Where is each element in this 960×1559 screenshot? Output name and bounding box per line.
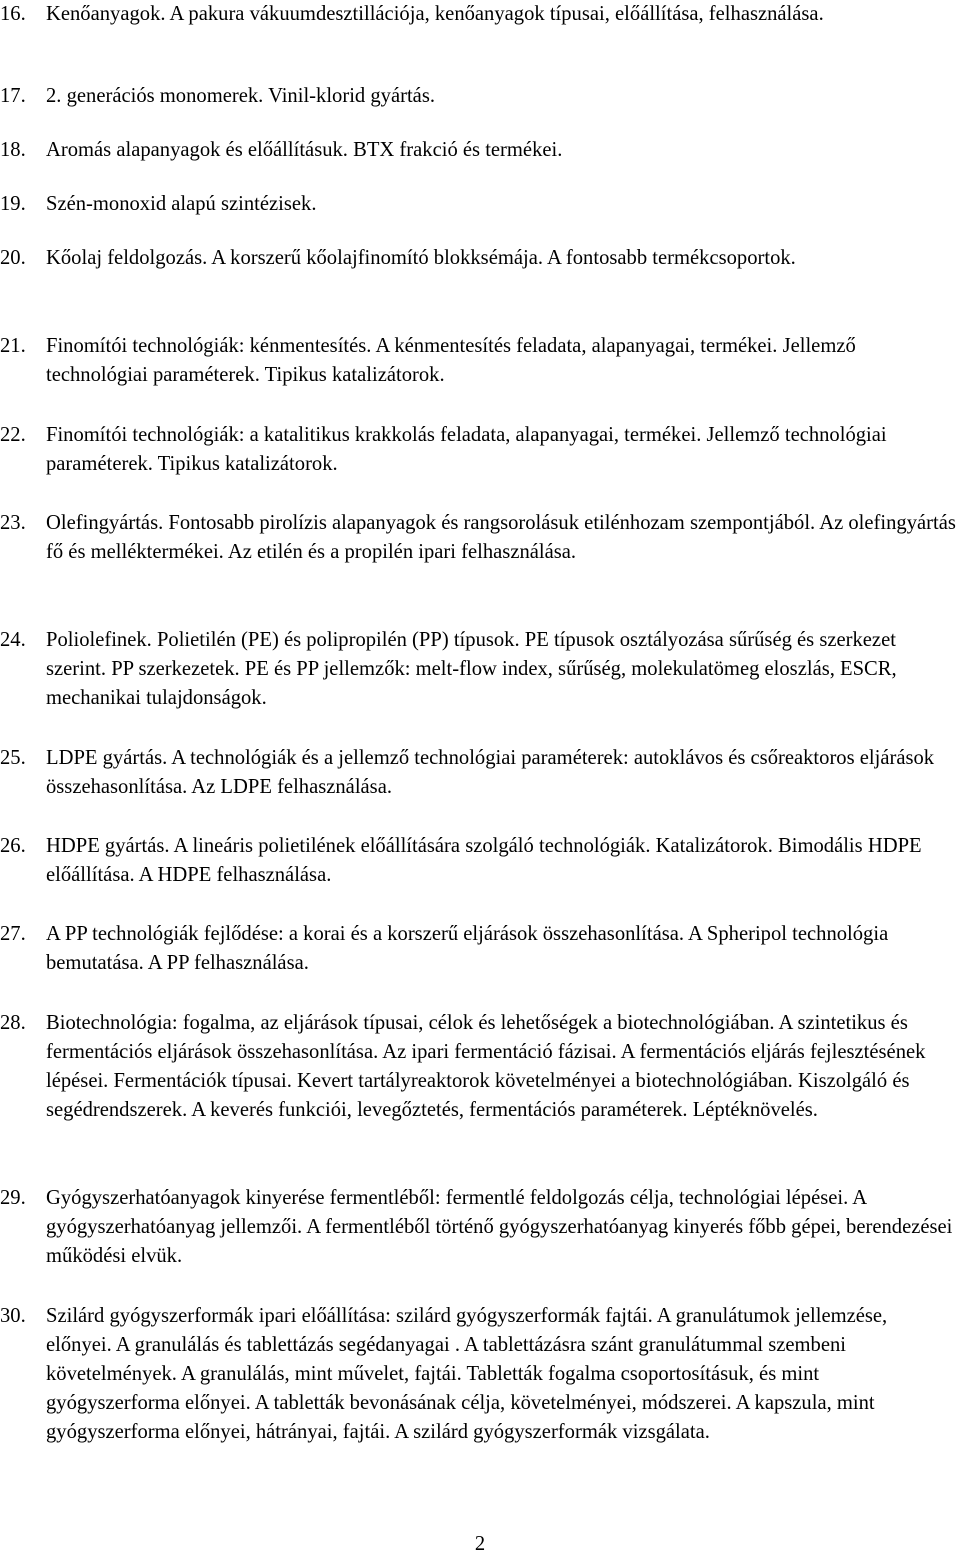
item-number: 28. xyxy=(0,1012,26,1034)
item-text: Finomítói technológiák: a katalitikus krakkolás feladata, alapanyagai, termékei. Jellemző technológiai paraméterek. Tipikus katalizátorok. xyxy=(46,424,887,475)
item-number: 16. xyxy=(0,3,26,25)
item-text: LDPE gyártás. A technológiák és a jellemző technológiai paraméterek: autoklávos és csőreaktoros eljárások összehasonlítása. Az LDPE felhasználása. xyxy=(46,747,935,798)
item-text: Finomítói technológiák: kénmentesítés. A kénmentesítés feladata, alapanyagai, termékei. Jellemző technológiai paraméterek. Tipikus katalizátorok. xyxy=(46,335,856,386)
item-text: Aromás alapanyagok és előállításuk. BTX frakció és termékei. xyxy=(46,139,563,161)
item-text: Biotechnológia: fogalma, az eljárások típusai, célok és lehetőségek a biotechnológiában. A szintetikus és fermentációs eljárások összehasonlítása. Az ipari fermentáció fázisai. A fermentációs eljárás fejlesztésének lépései. Fermentációk típusai. Kevert tartályreaktorok követelményei a biotechnológiában. Kiszolgáló és segédrendszerek. A keverés funkciói, levegőztetés, fermentációs paraméterek. Léptéknövelés. xyxy=(46,1012,926,1121)
item-text: Olefingyártás. Fontosabb pirolízis alapanyagok és rangsorolásuk etilénhozam szempontjából. Az olefingyártás fő és melléktermékei. Az etilén és a propilén ipari felhasználása. xyxy=(46,512,956,563)
item-number: 26. xyxy=(0,835,26,857)
item-number: 30. xyxy=(0,1305,26,1327)
item-number: 19. xyxy=(0,193,26,215)
item-number: 27. xyxy=(0,923,26,945)
item-number: 29. xyxy=(0,1187,26,1209)
item-text: Szén-monoxid alapú szintézisek. xyxy=(46,193,317,215)
item-number: 17. xyxy=(0,85,26,107)
item-number: 18. xyxy=(0,139,26,161)
item-text: A PP technológiák fejlődése: a korai és a korszerű eljárások összehasonlítása. A Spheripol technológia bemutatása. A PP felhasználása. xyxy=(46,923,889,974)
item-number: 20. xyxy=(0,247,26,269)
item-text: HDPE gyártás. A lineáris polietilének előállítására szolgáló technológiák. Katalizátorok. Bimodális HDPE előállítása. A HDPE felhasználása. xyxy=(46,835,922,886)
page-number: 2 xyxy=(474,1533,486,1555)
item-number: 22. xyxy=(0,424,26,446)
item-text: 2. generációs monomerek. Vinil-klorid gyártás. xyxy=(46,85,435,107)
item-text: Kenőanyagok. A pakura vákuumdesztillációja, kenőanyagok típusai, előállítása, felhasználása. xyxy=(46,3,824,25)
item-number: 21. xyxy=(0,335,26,357)
item-text: Poliolefinek. Polietilén (PE) és polipropilén (PP) típusok. PE típusok osztályozása sűrűség és szerkezet szerint. PP szerkezetek. PE és PP jellemzők: melt-flow index, sűrűség, molekulatömeg eloszlás, ESCR, mechanikai tulajdonságok. xyxy=(46,629,897,709)
item-number: 23. xyxy=(0,512,26,534)
item-text: Kőolaj feldolgozás. A korszerű kőolajfinomító blokksémája. A fontosabb termékcsoportok. xyxy=(46,247,796,269)
item-number: 25. xyxy=(0,747,26,769)
item-number: 24. xyxy=(0,629,26,651)
item-text: Szilárd gyógyszerformák ipari előállítása: szilárd gyógyszerformák fajtái. A granulátumok jellemzése, előnyei. A granulálás és tablettázás segédanyagai . A tablettázásra szánt granulátummal szembeni követelmények. A granulálás, mint művelet, fajtái. Tabletták fogalma csoportosításuk, és mint gyógyszerforma előnyei. A tabletták bevonásának célja, követelményei, módszerei. A kapszula, mint gyógyszerforma előnyei, hátrányai, fajtái. A szilárd gyógyszerformák vizsgálata. xyxy=(46,1305,888,1443)
item-text: Gyógyszerhatóanyagok kinyerése fermentléből: fermentlé feldolgozás célja, technológiai lépései. A gyógyszerhatóanyag jellemzői. A fermentléből történő gyógyszerhatóanyag kinyerés főbb gépei, berendezései működési elvük. xyxy=(46,1187,953,1267)
